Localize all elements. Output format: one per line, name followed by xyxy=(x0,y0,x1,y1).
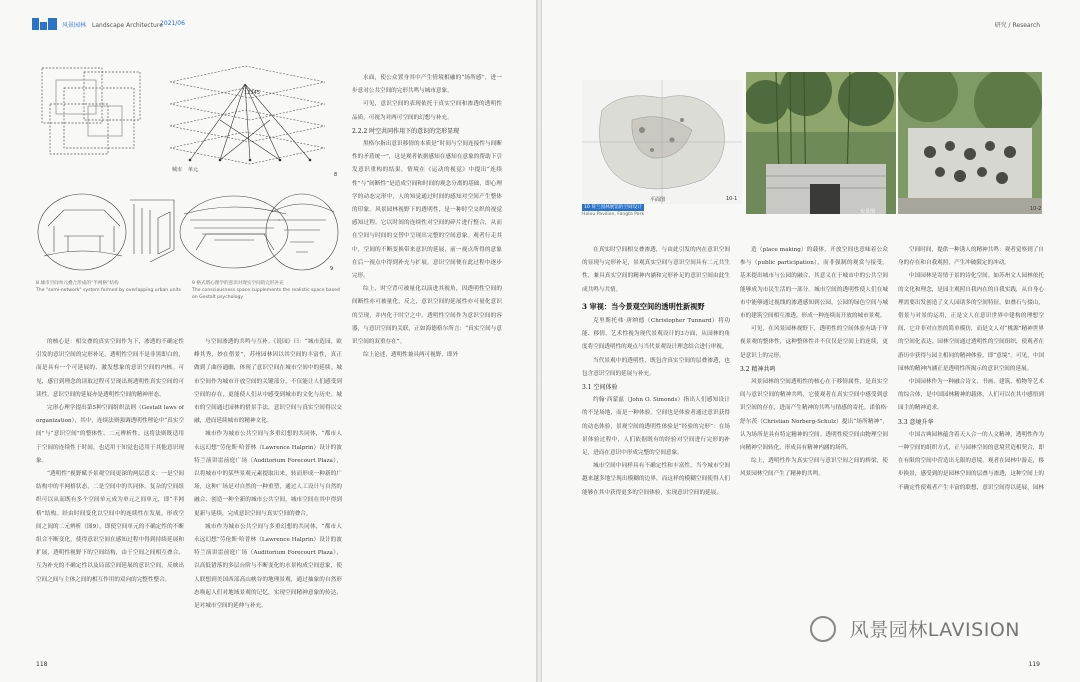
figure-9-caption-en: The consciousness space supplements the realistic space based on Gestalt psychology xyxy=(192,288,340,300)
left-page xyxy=(0,0,538,682)
figure-8-label-city: 城市 xyxy=(172,167,183,173)
paragraph: 城市空间中同样具有不确定性和丰富性，当今城市空间越来越多地呈现出模糊的边界，而这样的模糊空间使得人们能够在其中获得更多的空间体验，实现意识空间的延展。 xyxy=(582,463,730,496)
figure-8-caption xyxy=(36,280,186,294)
journal-title xyxy=(62,20,163,29)
paragraph: 风景园林的空间透明性的核心在于移情属性，是真实空间与意识空间的精神共鸣，它使观者在真实空间中感受到意识空间的存在，进而产生精神的共鸣与情感的寄托。诺伯格·舒尔茨（Christian Norberg-Schulz）提出“场所精神”，认为场所是具有特定精神的空间。透明性使空间由物理空间向精神空间转化，形成具有精神内涵的场所。 xyxy=(740,379,888,452)
figure-9-caption xyxy=(192,280,342,301)
figure-8-label-unit: 单元 xyxy=(188,167,199,173)
paragraph: 的核心是：相交叠的真实空间作为下，渗透的不确定性引发的意识空间的完形补足。透明性空间不是非黑即白的，而是具有一个可延展的、激发想象的意识空间的内核。可见，感官到理念的读取过程可呈现出现透明性真实空间的可读性。意识空间的延展亦是透明性空间的精神形态。 xyxy=(36,339,184,398)
right-page xyxy=(542,0,1080,682)
figure-8-caption-en: The "semi-network" system formed by overlapping urban units xyxy=(36,288,181,293)
paragraph: 水面，使公众置身其中产生情境相融的“场所感”，进一步意对公共空间的完形共鸣与城市意象。 xyxy=(352,75,502,95)
left-column-3 xyxy=(352,72,502,632)
figure-8-semi-lattice-diagram xyxy=(150,60,340,180)
figure-10-caption xyxy=(582,204,742,218)
subsection-heading: 3.2 精神共鸣 xyxy=(740,365,776,373)
watermark-text: 风景园林LAVISION xyxy=(849,619,1020,641)
subsection-heading: 2.2.2 时空共同作用下的意识的完形显现 xyxy=(352,127,460,135)
figure-10-1-plan xyxy=(582,80,742,204)
page-number-right: 119 xyxy=(1028,661,1040,668)
figure-8-number: 8 xyxy=(334,172,338,178)
paragraph: 中国园林是寄情于景的诗化空间。如苏州文人园林依托的文化和理念，是园主观照自我内在的自我实践，从自身心理需要出发创造了文人园诸多的空间特征，如叠石与掇山，借景与对景的运用，正是文人在意识世界中建构的理想空间，它并非对自然的简单模仿，而是文人对“桃源”精神世界的空间化表达。园林空间通过透明性的空间组织，使观者在游历中获得与园主相同的精神体验，即“意境”。可见，中国园林的精神内涵正是透明性所揭示的意识空间的延展。 xyxy=(898,273,1044,372)
figure-10-1-number: 10-1 xyxy=(726,196,738,202)
section-heading: 3 审视：当今景观空间的透明性新视野 xyxy=(582,301,705,311)
paragraph: 可见，意识空间的表现依托于真实空间和渗透的透明性品质，可视为对两可空间的幻想与补充。 xyxy=(352,101,502,121)
figure-9-number: 9 xyxy=(330,266,334,272)
paragraph: 中国古典园林蕴含着天人合一的人文精神，透明性作为一种空间的组织方式，正与园林空间的意境营造相契合，即在有限的空间中营造出无限的意境。观者在园林中游走，移步换景，感受到的是园林空间的层叠与渗透，这种空间上的不确定性使观者产生丰富的联想，意识空间得以延展，园林 xyxy=(898,431,1044,491)
figure-10-2-number: 10-2 xyxy=(1030,206,1042,212)
wechat-logo-icon xyxy=(810,616,836,642)
right-column-3 xyxy=(898,244,1044,494)
paragraph: 约翰·西蒙兹（John O. Simonds）指出人们感知设计的不是场地，而是一种体验。空间也是体验者通过意识获得的动态体验，景观空间的透明性体验是“经验的完形”：在场景体验过程中，人们依据既有的经验对空间进行完形的补足，进而在意识中形成完整的空间意象。 xyxy=(582,397,730,457)
paragraph: 与空间渗透的共鸣与互补。《说园》曰：“城市造园，欧峰其秀，妙在借景”，苏州园林因以其空间的丰富性，真正做到了曲径通幽，体现了意识空间在城市空间中的延续。城市空间作为城市开放空间的关键部分，不仅能让人们感受到空间的存在，更能使人们从中感受到城市的文化与历史。城市的空间通过园林的借景手法，意识空间与真实空间得以交融，进而延续城市的精神文化。 xyxy=(194,339,342,425)
journal-name: Landscape Architecture xyxy=(92,22,163,29)
page-number-left: 118 xyxy=(36,661,48,668)
subsection-heading: 3.1 空间体验 xyxy=(582,384,618,392)
paragraph: 城市作为城市公共空间与多重幻想的共同体，“都市人永远幻想”劳伦斯·哈普林（Lawrence Halprin）设计的波特兰演讲雷前庭广场（Auditorium Forecourt Plaza），以将城市中的某些景观元素提取出来，转而形成一种新的广场，这种广场是对自然的一种重塑，通过人工设计与自然的融合，创造一种全新的城市公共空间，城市空间在其中得到更新与延续，完成意识空间与真实空间的叠合。 xyxy=(194,431,342,517)
paragraph: “透明性”视野赋予景观空间更深的两层意义：一是空间结构中的半网格状态，二是空间中的共同体。复杂的空间组织可以从而既有多个空间单元成为单元之间单元，即“半网格”结构。经由时间变化以空间中的连续性在发展，形成空间之间的二元辨析（图9），即使空间单元的不确定性的不断组合不断变化，使得意识空间在感知过程中得到持续延展和扩展，透明性视野下的空间结构，由于空间之间相互叠合、互为补充的不确定性以及局部空间延展的意识空间，反映出空间之间与主体之间的相互作用的双向的完整性整合。 xyxy=(36,471,184,583)
subsection-heading: 3.3 意境升华 xyxy=(898,418,934,426)
figure-8-node-numbers: 12345 xyxy=(244,90,260,96)
journal-brand: 风景园林 xyxy=(62,22,87,29)
left-column-2 xyxy=(194,336,342,632)
paragraph: 中国园林作为一种融合诗文、书画、建筑、植物等艺术的综合体，是中国园林精神的载体，人们可以在其中感悟到园主的精神追求。 xyxy=(898,379,1044,412)
figure-10-2-label: 实景图 xyxy=(860,209,876,215)
section-label: 研究 / Research xyxy=(994,22,1040,29)
paragraph: 综上，时空背可被量化以演进其视角，因透明性空间的间断性亦可被量化，反之，意识空间的延展性亦可量化意识的呈现，并内化于时空之中。透明性空间作为意识空间的容器，与意识空间的关联，正如海德格尔所言：“真实空间与意识空间的双重存在”。 xyxy=(352,286,502,346)
figure-8-caption-cn: 8 城市空间单元叠合形成的“半网格”结构 xyxy=(36,281,119,286)
figure-10-2-photo xyxy=(746,72,896,214)
paragraph: 造（place making）的载体，开放空间也意味着公众参与（public participation），而非强制的观赏与接受。基米提出城市与公园的融合，其意义在于城市中的公共空间能够成为市民生活的一部分。城市空间的透明性使人们在城市中能够通过视线的渗透感知到公园，公园的绿色空间与城市的建筑空间相互渗透，形成一种连续而开放的城市景观。 xyxy=(740,247,888,320)
figure-8-overlap-diagram xyxy=(36,58,156,178)
left-column-1 xyxy=(36,336,184,632)
figure-9-gestalt-sketches xyxy=(34,190,344,274)
figure-10-2-photo-right xyxy=(898,72,1042,214)
issue-label: 2021/06 xyxy=(160,20,185,27)
paragraph: 克里斯托弗·唐纳德（Christopher Tunnard）将功能、移情、艺术性视为现代景观设计的3方面，从园林的角度将空间透明性的观点与当代景观设计理念结合进行审视。 xyxy=(582,318,730,351)
paragraph: 在真实时空间相交叠渗透，与由此引发的内在意识空间的显现与完形补足，景观真实空间与意识空间具有二元共生性，兼具真实空间的精神内涵和完形补足的意识空间由此生成共鸣与共情。 xyxy=(582,247,730,293)
figure-10-1-label: 平面图 xyxy=(650,197,666,203)
paragraph: 空间时间，提供一种诱人的精神共鸣：观者觉察到了自身的存在和自我观照，产生冲破限定的冲动。 xyxy=(898,247,1044,267)
paragraph: 可见，在风景园林视野下，透明性的空间体验有助于审视景观的整体性，这种整体性并不仅仅是空间上的连续，更是意识上的完形。 xyxy=(740,326,888,359)
right-column-2 xyxy=(740,244,888,632)
paragraph: 黑格尔指出意识移情的本质是“时间与空间连接性与间断性的矛盾统一”，这是观者依据感知在感知在意象的帮助下引发意识重构的结果，情境在《运动的视觉》中提出“连续性”与“间断性”是造成空间和时间的观念分离的基础，即心理学的动态完形中，人的知觉通过时间的感知对空间产生整体的印象。风景园林视野下的透明性，是一种时空交织的视觉感知过程。它以时间的连续性对空间的碎片进行整合，从而在空间与时间的交替中呈现出完整的空间意象。观者行走其中，空间的不断变换带来意识的延展，前一视点所得的意象在后一视点中得到补充与扩展，意识空间便在此过程中逐步完形。 xyxy=(352,141,502,280)
figure-10-caption-en: Holou Pavilion, Fangta Park xyxy=(582,212,645,217)
paragraph: 综上论述，透明性兼具两可视野，即外 xyxy=(363,352,459,359)
paragraph: 城市作为城市公共空间与多重幻想的共同体，“都市人永远幻想”劳伦斯·哈普林（Lawrence Halprin）设计的波特兰演讲雷前庭广场（Auditorium Forecourt Plaza），以高低错落的多层台阶与不断变化的水景构成空间意象，使人联想到美国西部高山峡谷的地理景观，通过抽象的自然形态唤起人们对地域景观的记忆，实现空间精神意象的传达，是对城市空间的延伸与补充。 xyxy=(194,523,342,610)
right-column-1 xyxy=(582,244,730,632)
journal-logo xyxy=(32,18,58,30)
figure-9-caption-cn: 9 格式塔心理学的意识对现实空间的完形补充 xyxy=(192,281,284,286)
paragraph: 综上，透明性作为真实空间与意识空间之间的桥梁，使风景园林空间产生了精神的共鸣。 xyxy=(740,458,888,478)
paragraph: 当代景观中的透明性，既包含真实空间的层叠渗透，也包含意识空间的延展与补充。 xyxy=(582,357,730,377)
paragraph: 完形心理学提出第5种空间组织法则（Gestalt laws of organization），其中，连续法则强调透明性理论中“真实空间”与“意识空间”的整体性、二元辨析性。这将法则既适用于空间的连续性于时间，也适用于知觉也适用于其他意识现象。 xyxy=(36,405,184,464)
figure-10-caption-cn: 10 荷兰园林展馆的空间设计 xyxy=(584,205,642,210)
